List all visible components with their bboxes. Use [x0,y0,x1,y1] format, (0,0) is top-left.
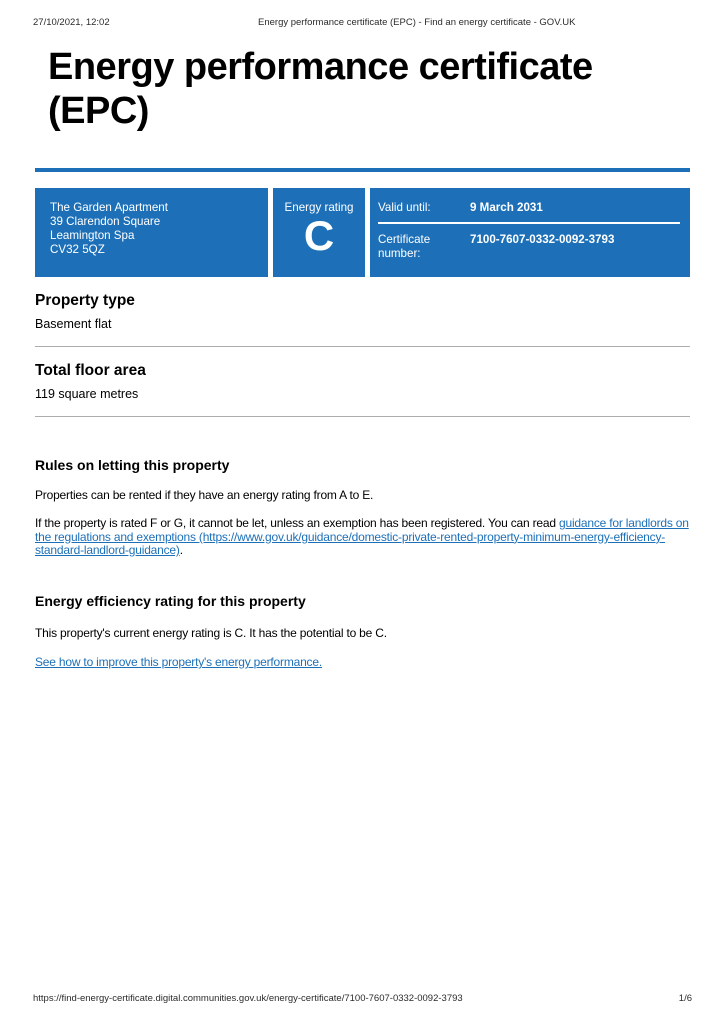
property-address-box [35,188,268,277]
efficiency-heading: Energy efficiency rating for this property [35,592,306,609]
print-footer-page-indicator: 1/6 [678,993,692,1004]
address-line: The Garden Apartment [50,201,168,214]
page-title: Energy performance certificate (EPC) [48,46,593,132]
certificate-summary-banner [35,188,690,277]
energy-rating-label: Energy rating [284,201,354,214]
print-header-datetime: 27/10/2021, 12:02 [33,17,110,28]
rules-paragraph-2-text: If the property is rated F or G, it cannot be let, unless an exemption has been registered. You can read [35,516,559,531]
energy-rating-value: C [303,212,335,259]
certificate-page [35,0,690,669]
improve-performance-link[interactable]: See how to improve this property's energy performance. [35,655,322,670]
energy-rating-box [273,188,365,277]
efficiency-paragraph: This property's current energy rating is C. It has the potential to be C. [35,625,387,640]
total-floor-area-value: 119 square metres [35,387,139,401]
rules-paragraph-2 [35,517,690,557]
validity-box [370,188,690,277]
property-type-value: Basement flat [35,317,112,331]
address-line: CV32 5QZ [50,243,105,256]
validity-divider [378,222,680,224]
rules-paragraph-1: Properties can be rented if they have an energy rating from A to E. [35,488,374,502]
efficiency-link-line [35,656,690,669]
valid-until-value: 9 March 2031 [470,201,543,214]
print-header-doc-title: Energy performance certificate (EPC) - Find an energy certificate - GOV.UK [258,17,576,28]
landlord-guidance-link[interactable]: guidance for landlords on the regulations and exemptions (https://www.gov.uk/guidance/domestic-private-rented-property-minimum-energy-efficiency-standard-landlord-guidance) [35,516,689,558]
rules-heading: Rules on letting this property [35,457,230,473]
certificate-number-value: 7100-7607-0332-0092-3793 [470,232,615,246]
print-footer-url: https://find-energy-certificate.digital.communities.gov.uk/energy-certificate/7100-7607-0332-0092-3793 [33,993,463,1004]
valid-until-label: Valid until: [378,201,431,214]
address-line: Leamington Spa [50,229,135,242]
section-divider [35,346,690,347]
accent-divider [35,168,690,172]
certificate-number-label: Certificate number: [378,232,431,260]
rules-paragraph-2-period: . [179,543,183,558]
section-divider [35,416,690,417]
validity-details [378,201,680,261]
total-floor-area-label: Total floor area [35,362,146,379]
property-type-label: Property type [35,292,135,309]
address-line: 39 Clarendon Square [50,215,161,228]
